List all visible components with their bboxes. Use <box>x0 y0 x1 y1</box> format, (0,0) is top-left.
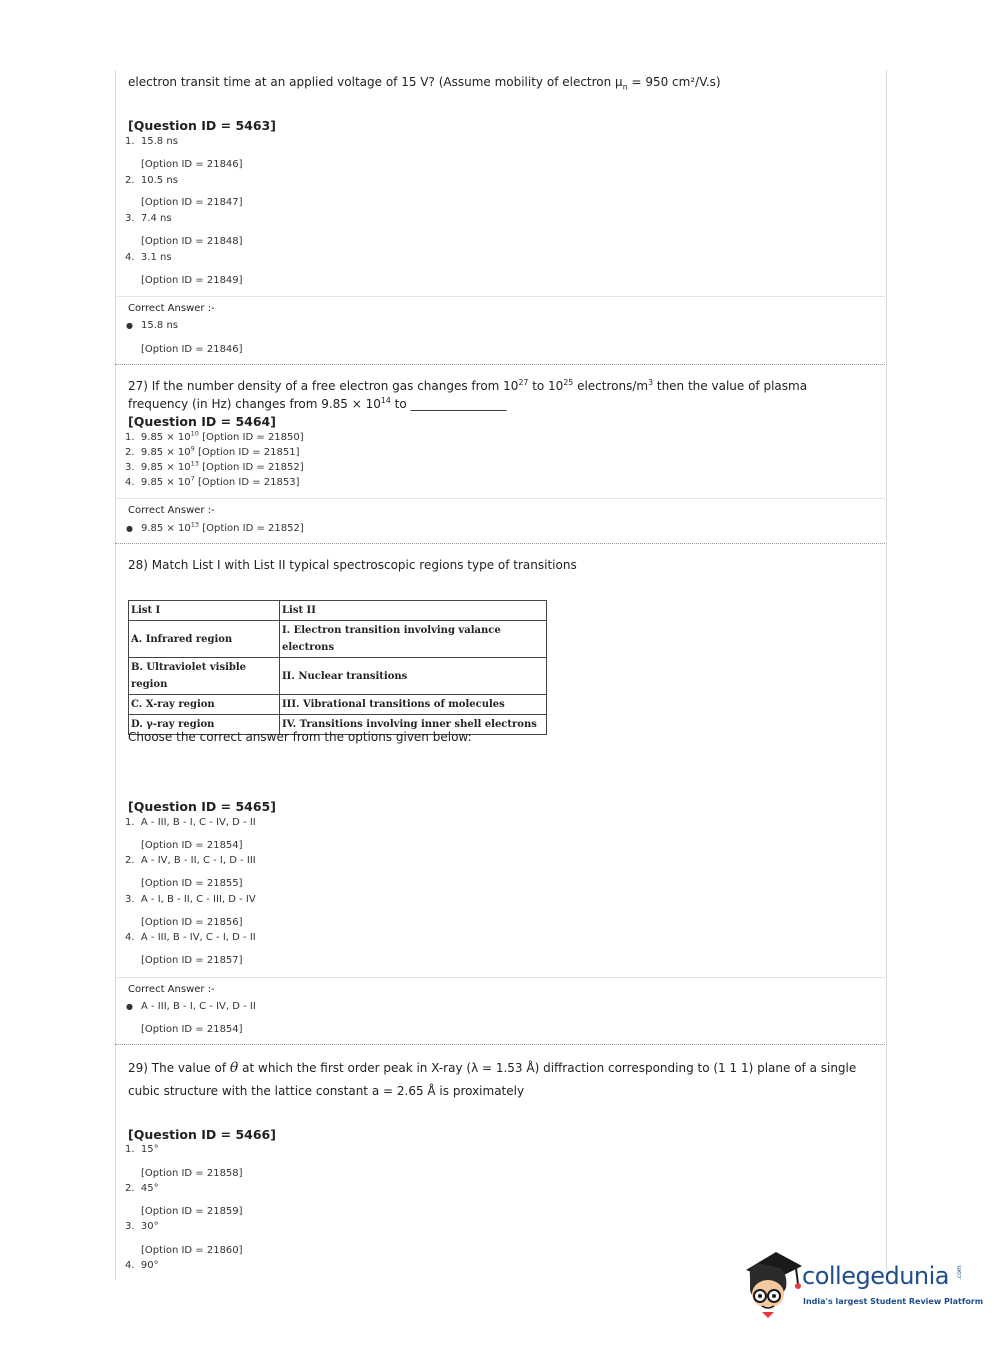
q28-option-2-id: [Option ID = 21855] <box>141 878 243 889</box>
mascot-icon <box>740 1250 804 1320</box>
q26-text: electron transit time at an applied voltage of 15 V? (Assume mobility of electron $\mu_n = 950$ cm²/V.s) <box>128 75 721 92</box>
table-cell: II. Nuclear transitions <box>280 658 547 695</box>
q26-option-2-id: [Option ID = 21847] <box>141 197 243 208</box>
table-cell: C. X-ray region <box>129 695 280 715</box>
q26-option-4[interactable]: 4. 3.1 ns <box>125 252 172 263</box>
q29-text-line1: 29) The value of θ at which the first order peak in X-ray (λ = 1.53 Å) diffraction corresponding to (1 1 1) plane of a single <box>128 1060 857 1076</box>
table-cell: B. Ultraviolet visible region <box>129 658 280 695</box>
q26-option-4-id: [Option ID = 21849] <box>141 275 243 286</box>
q28-option-4[interactable]: 4. A - III, B - IV, C - I, D - II <box>125 932 256 943</box>
q29-option-2-id: [Option ID = 21859] <box>141 1206 243 1217</box>
logo-tagline: India's largest Student Review Platform <box>803 1297 984 1306</box>
q27-option-3[interactable]: 3. $9.85 \times 10^{13}$ [Option ID = 21852] <box>125 459 304 473</box>
q28-choose-text: Choose the correct answer from the options given below: <box>128 730 472 744</box>
table-header: List II <box>280 601 547 621</box>
q28-option-1[interactable]: 1. A - III, B - I, C - IV, D - II <box>125 817 256 828</box>
q28-correct-id: [Option ID = 21854] <box>141 1024 243 1035</box>
divider <box>115 543 885 544</box>
q29-option-1-id: [Option ID = 21858] <box>141 1168 243 1179</box>
q26-option-2[interactable]: 2. 10.5 ns <box>125 175 178 186</box>
q29-option-3-id: [Option ID = 21860] <box>141 1245 243 1256</box>
table-row <box>129 601 547 621</box>
table-row <box>129 695 547 715</box>
q27-correct-answer: $9.85 \times 10^{13}$ [Option ID = 21852] <box>141 520 304 534</box>
q29-text-line2: cubic structure with the lattice constant a = 2.65 Å is proximately <box>128 1084 525 1098</box>
q26-correct-answer: 15.8 ns <box>141 320 178 331</box>
q27-text-line1: 27) If the number density of a free electron gas changes from $10^{27}$ to $10^{25}$ electrons/$m^3$ then the value of plasma <box>128 378 808 393</box>
q27-option-4[interactable]: 4. $9.85 \times 10^7$ [Option ID = 21853] <box>125 474 300 488</box>
table-cell: III. Vibrational transitions of molecules <box>280 695 547 715</box>
q28-correct-label: Correct Answer :- <box>128 984 215 995</box>
q29-option-4[interactable]: 4. 90° <box>125 1260 159 1271</box>
table-cell: IV. Transitions involving inner shell electrons <box>280 715 547 735</box>
q28-option-1-id: [Option ID = 21854] <box>141 840 243 851</box>
table-cell: A. Infrared region <box>129 621 280 658</box>
table-cell: D. γ-ray region <box>129 715 280 735</box>
divider <box>115 364 885 365</box>
q26-correct-id: [Option ID = 21846] <box>141 344 243 355</box>
q27-option-2[interactable]: 2. $9.85 \times 10^9$ [Option ID = 21851] <box>125 444 300 458</box>
q26-option-1-id: [Option ID = 21846] <box>141 159 243 170</box>
divider <box>115 1044 885 1045</box>
divider <box>115 296 885 297</box>
table-row <box>129 621 547 658</box>
logo-wordmark: collegedunia <box>802 1262 950 1290</box>
q29-option-1[interactable]: 1. 15° <box>125 1144 159 1155</box>
q26-option-1[interactable]: 1. 15.8 ns <box>125 136 178 147</box>
divider <box>115 498 885 499</box>
q26-option-3[interactable]: 3. 7.4 ns <box>125 213 172 224</box>
q28-option-2[interactable]: 2. A - IV, B - II, C - I, D - III <box>125 855 256 866</box>
table-header: List I <box>129 601 280 621</box>
q29-option-3[interactable]: 3. 30° <box>125 1221 159 1232</box>
collegedunia-logo <box>740 1250 984 1320</box>
q27-correct-label: Correct Answer :- <box>128 505 215 516</box>
q28-option-3[interactable]: 3. A - I, B - II, C - III, D - IV <box>125 894 256 905</box>
q28-correct-answer: A - III, B - I, C - IV, D - II <box>141 1001 256 1012</box>
logo-dotcom: .com <box>956 1265 963 1280</box>
match-table <box>128 600 547 735</box>
q26-correct-label: Correct Answer :- <box>128 303 215 314</box>
q28-option-3-id: [Option ID = 21856] <box>141 917 243 928</box>
q27-text-line2: frequency (in Hz) changes from $9.85 \times 10^{14}$ to ________________ <box>128 396 507 411</box>
q29-option-2[interactable]: 2. 45° <box>125 1183 159 1194</box>
q27-question-id: [Question ID = 5464] <box>128 414 276 429</box>
q26-option-3-id: [Option ID = 21848] <box>141 236 243 247</box>
divider <box>115 977 885 978</box>
q27-option-1[interactable]: 1. $9.85 \times 10^{10}$ [Option ID = 21850] <box>125 429 304 443</box>
q28-option-4-id: [Option ID = 21857] <box>141 955 243 966</box>
table-row <box>129 658 547 695</box>
q28-text: 28) Match List I with List II typical spectroscopic regions type of transitions <box>128 558 577 572</box>
table-cell: I. Electron transition involving valance electrons <box>280 621 547 658</box>
q26-question-id: [Question ID = 5463] <box>128 118 276 133</box>
q29-question-id: [Question ID = 5466] <box>128 1127 276 1142</box>
q28-question-id: [Question ID = 5465] <box>128 799 276 814</box>
